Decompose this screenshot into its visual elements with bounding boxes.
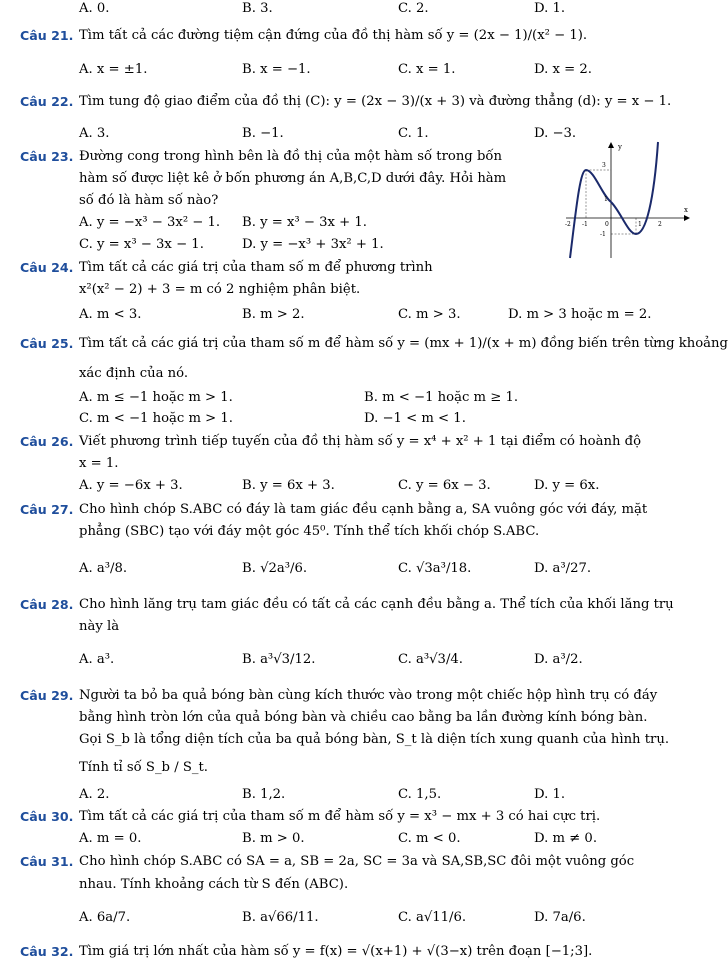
q28-line2: này là xyxy=(79,619,120,634)
q29-option-b: B. 1,2. xyxy=(242,787,286,802)
q29-line3: Gọi S_b là tổng diện tích của ba quả bóng bàn, S_t là diện tích xung quanh của hình trụ. xyxy=(79,732,670,747)
q22-option-c: C. 1. xyxy=(398,126,429,141)
q29-option-c: C. 1,5. xyxy=(398,787,442,802)
q30-option-b: B. m > 0. xyxy=(242,831,305,846)
q27-line1: Cho hình chóp S.ABC có đáy là tam giác đều cạnh bằng a, SA vuông góc với đáy, mặt xyxy=(79,502,648,517)
q24-line1: Tìm tất cả các giá trị của tham số m để phương trình xyxy=(79,260,433,275)
q25-option-b: B. m < −1 hoặc m ≥ 1. xyxy=(364,390,519,405)
q27-option-d: D. a³/27. xyxy=(534,561,592,576)
q24-option-c: C. m > 3. xyxy=(398,307,461,322)
q26-option-b: B. y = 6x + 3. xyxy=(242,478,335,493)
q23-option-c: C. y = x³ − 3x − 1. xyxy=(79,237,204,252)
q24-number: Câu 24. xyxy=(20,260,74,275)
q29-line2: bằng hình tròn lớn của quả bóng bàn và chiều cao bằng ba lần đường kính bóng bàn. xyxy=(79,710,648,725)
q26-option-c: C. y = 6x − 3. xyxy=(398,478,491,493)
q30-option-a: A. m = 0. xyxy=(79,831,142,846)
tick-x-neg2: -2 xyxy=(565,221,571,228)
q31-option-a: A. 6a/7. xyxy=(79,910,131,925)
q23-option-a: A. y = −x³ − 3x² − 1. xyxy=(79,215,221,230)
q25-option-a: A. m ≤ −1 hoặc m > 1. xyxy=(79,390,233,405)
q31-option-c: C. a√11/6. xyxy=(398,910,467,925)
q31-line1: Cho hình chóp S.ABC có SA = a, SB = 2a, SC = 3a và SA,SB,SC đôi một vuông góc xyxy=(79,854,635,869)
q27-option-b: B. √2a³/6. xyxy=(242,561,308,576)
q24-line2: x²(x² − 2) + 3 = m có 2 nghiệm phân biệt. xyxy=(79,282,361,297)
q23-option-b: B. y = x³ − 3x + 1. xyxy=(242,215,367,230)
y-axis-arrow xyxy=(608,142,614,148)
x-axis-arrow xyxy=(684,215,690,221)
q32-text: Tìm giá trị lớn nhất của hàm số y = f(x) = √(x+1) + √(3−x) trên đoạn [−1;3]. xyxy=(79,944,593,959)
q26-number: Câu 26. xyxy=(20,434,74,449)
prev-option-d: D. 1. xyxy=(534,1,566,16)
q30-option-d: D. m ≠ 0. xyxy=(534,831,598,846)
q24-option-d: D. m > 3 hoặc m = 2. xyxy=(508,307,652,322)
q26-line2: x = 1. xyxy=(79,456,119,471)
q25-option-c: C. m < −1 hoặc m > 1. xyxy=(79,411,233,426)
q23-option-d: D. y = −x³ + 3x² + 1. xyxy=(242,237,384,252)
q22-option-d: D. −3. xyxy=(534,126,577,141)
q26-line1: Viết phương trình tiếp tuyến của đồ thị hàm số y = x⁴ + x² + 1 tại điểm có hoành độ xyxy=(79,434,642,449)
q26-option-a: A. y = −6x + 3. xyxy=(79,478,183,493)
q28-option-a: A. a³. xyxy=(79,652,115,667)
q25-line2: xác định của nó. xyxy=(79,366,189,381)
q30-number: Câu 30. xyxy=(20,809,74,824)
tick-x2: 2 xyxy=(658,221,662,228)
q21-text: Tìm tất cả các đường tiệm cận đứng của đồ thị hàm số y = (2x − 1)/(x² − 1). xyxy=(79,28,588,43)
q29-line1: Người ta bỏ ba quả bóng bàn cùng kích thước vào trong một chiếc hộp hình trụ có đáy xyxy=(79,688,658,703)
q27-number: Câu 27. xyxy=(20,502,74,517)
q22-text: Tìm tung độ giao điểm của đồ thị (C): y = (2x − 3)/(x + 3) và đường thẳng (d): y = x − 1. xyxy=(79,94,672,109)
q23-number: Câu 23. xyxy=(20,149,74,164)
q28-option-d: D. a³/2. xyxy=(534,652,583,667)
q22-option-b: B. −1. xyxy=(242,126,284,141)
tick-y-neg1: -1 xyxy=(600,231,606,238)
q22-number: Câu 22. xyxy=(20,94,74,109)
q21-option-b: B. x = −1. xyxy=(242,62,311,77)
q29-number: Câu 29. xyxy=(20,688,74,703)
cubic-curve xyxy=(570,142,658,258)
q25-option-d: D. −1 < m < 1. xyxy=(364,411,466,426)
q27-option-c: C. √3a³/18. xyxy=(398,561,472,576)
q31-number: Câu 31. xyxy=(20,854,74,869)
q23-line1: Đường cong trong hình bên là đồ thị của một hàm số trong bốn xyxy=(79,149,502,164)
q25-number: Câu 25. xyxy=(20,336,74,351)
q26-option-d: D. y = 6x. xyxy=(534,478,600,493)
q24-option-b: B. m > 2. xyxy=(242,307,305,322)
tick-x1: 1 xyxy=(638,221,642,228)
q23-line2: hàm số được liệt kê ở bốn phương án A,B,C,D dưới đây. Hỏi hàm xyxy=(79,171,507,186)
q22-option-a: A. 3. xyxy=(79,126,110,141)
cubic-graph-figure xyxy=(566,140,692,258)
prev-option-b: B. 3. xyxy=(242,1,273,16)
q28-option-c: C. a³√3/4. xyxy=(398,652,463,667)
prev-option-a: A. 0. xyxy=(79,1,110,16)
q28-line1: Cho hình lăng trụ tam giác đều có tất cả các cạnh đều bằng a. Thể tích của khối lăng trụ xyxy=(79,597,674,612)
q31-option-d: D. 7a/6. xyxy=(534,910,586,925)
q27-line2: phẳng (SBC) tạo với đáy một góc 45⁰. Tính thể tích khối chóp S.ABC. xyxy=(79,524,540,539)
q25-line1: Tìm tất cả các giá trị của tham số m để hàm số y = (mx + 1)/(x + m) đồng biến trên từng khoảng xyxy=(79,336,728,351)
q29-option-a: A. 2. xyxy=(79,787,110,802)
q32-number: Câu 32. xyxy=(20,944,74,959)
q29-line4: Tính tỉ số S_b / S_t. xyxy=(79,760,208,775)
x-axis-label: x xyxy=(684,206,688,214)
prev-option-c: C. 2. xyxy=(398,1,429,16)
q31-line2: nhau. Tính khoảng cách từ S đến (ABC). xyxy=(79,877,349,892)
q21-number: Câu 21. xyxy=(20,28,74,43)
tick-origin: 0 xyxy=(605,221,609,228)
q28-option-b: B. a³√3/12. xyxy=(242,652,316,667)
q27-option-a: A. a³/8. xyxy=(79,561,128,576)
tick-y1: 1 xyxy=(604,196,608,203)
y-axis-label: y xyxy=(618,143,622,151)
q24-option-a: A. m < 3. xyxy=(79,307,142,322)
q21-option-c: C. x = 1. xyxy=(398,62,456,77)
q29-option-d: D. 1. xyxy=(534,787,566,802)
tick-y3: 3 xyxy=(602,162,606,169)
q28-number: Câu 28. xyxy=(20,597,74,612)
q30-option-c: C. m < 0. xyxy=(398,831,461,846)
q23-line3: số đó là hàm số nào? xyxy=(79,193,219,208)
q31-option-b: B. a√66/11. xyxy=(242,910,319,925)
tick-x-neg1: -1 xyxy=(582,221,588,228)
q21-option-a: A. x = ±1. xyxy=(79,62,148,77)
q21-option-d: D. x = 2. xyxy=(534,62,592,77)
q30-text: Tìm tất cả các giá trị của tham số m để hàm số y = x³ − mx + 3 có hai cực trị. xyxy=(79,809,601,824)
